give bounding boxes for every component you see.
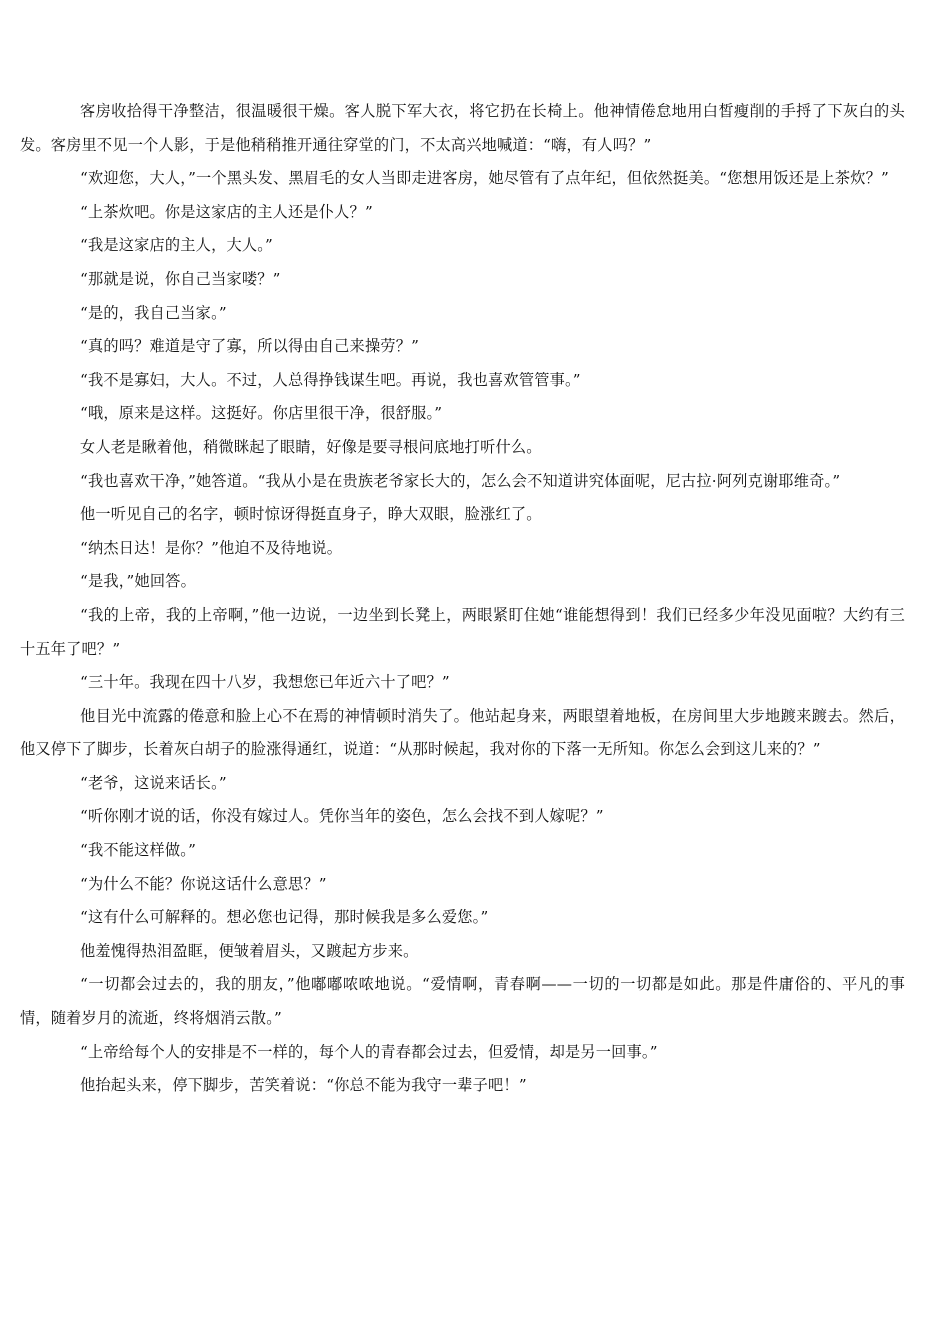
paragraph-text: “上茶炊吧。你是这家店的主人还是仆人？” (80, 202, 373, 221)
paragraph-text: “那就是说，你自己当家喽？” (80, 269, 281, 288)
paragraph-text: 他羞愧得热泪盈眶，便皱着眉头，又踱起方步来。 (80, 941, 419, 960)
paragraph (20, 465, 905, 499)
paragraph (20, 431, 905, 465)
paragraph-text: “我的上帝，我的上帝啊，”他一边说，一边坐到长凳上，两眼紧盯住她“谁能想得到！我们已经多少年没见面啦？大约有三十五年了吧？” (20, 605, 905, 658)
paragraph-text: “我也喜欢干净，”她答道。“我从小是在贵族老爷家长大的，怎么会不知道讲究体面呢，尼古拉·阿列克谢耶维奇。” (80, 471, 841, 490)
paragraph (20, 868, 905, 902)
paragraph-text: “为什么不能？你说这话什么意思？” (80, 874, 327, 893)
paragraph (20, 700, 905, 767)
paragraph (20, 565, 905, 599)
paragraph-text: “三十年。我现在四十八岁，我想您已年近六十了吧？” (80, 673, 450, 692)
paragraph (20, 498, 905, 532)
paragraph (20, 229, 905, 263)
paragraph-text: “真的吗？难道是守了寡，所以得由自己来操劳？” (80, 337, 420, 356)
paragraph-text: “上帝给每个人的安排是不一样的，每个人的青春都会过去，但爱情，却是另一回事。” (80, 1042, 658, 1061)
paragraph-text: “是的，我自己当家。” (80, 303, 227, 322)
paragraph-text: “欢迎您，大人，”一个黑头发、黑眉毛的女人当即走进客房，她尽管有了点年纪，但依然挺美。“您想用饭还是上茶炊？” (80, 169, 890, 188)
paragraph-text: 女人老是瞅着他，稍微眯起了眼睛，好像是要寻根问底地打听什么。 (80, 437, 542, 456)
paragraph (20, 834, 905, 868)
paragraph-text: “是我，”她回答。 (80, 572, 197, 591)
paragraph (20, 767, 905, 801)
paragraph (20, 263, 905, 297)
paragraph (20, 800, 905, 834)
paragraph-text: 他抬起头来，停下脚步，苦笑着说：“你总不能为我守一辈子吧！” (80, 1076, 527, 1095)
paragraph (20, 1036, 905, 1070)
paragraph-text: “我是这家店的主人，大人。” (80, 236, 273, 255)
paragraph-text: “老爷，这说来话长。” (80, 773, 227, 792)
paragraph-text: “听你刚才说的话，你没有嫁过人。凭你当年的姿色，怎么会找不到人嫁呢？” (80, 807, 604, 826)
paragraph-text: “哦，原来是这样。这挺好。你店里很干净，很舒服。” (80, 404, 443, 423)
paragraph (20, 95, 905, 162)
paragraph-text: 他一听见自己的名字，顿时惊讶得挺直身子，睁大双眼，脸涨红了。 (80, 505, 542, 524)
paragraph-text: 客房收拾得干净整洁，很温暖很干燥。客人脱下军大衣，将它扔在长椅上。他神情倦怠地用白皙瘦削的手捋了下灰白的头发。客房里不见一个人影，于是他稍稍推开通往穿堂的门，不太高兴地喊道：“嗨，有人吗？” (20, 102, 905, 154)
paragraph-text: 他目光中流露的倦意和脸上心不在焉的神情顿时消失了。他站起身来，两眼望着地板，在房间里大步地踱来踱去。然后，他又停下了脚步，长着灰白胡子的脸涨得通红，说道：“从那时候起，我对你的下落一无所知。你怎么会到这儿来的？” (20, 706, 905, 759)
paragraph-text: “一切都会过去的，我的朋友，”他嘟嘟哝哝地说。“爱情啊，青春啊——一切的一切都是如此。那是件庸俗的、平凡的事情，随着岁月的流逝，终将烟消云散。” (20, 975, 905, 1028)
paragraph (20, 397, 905, 431)
paragraph (20, 532, 905, 566)
paragraph (20, 297, 905, 331)
paragraph (20, 968, 905, 1035)
paragraph (20, 196, 905, 230)
paragraph (20, 330, 905, 364)
paragraph-text: “这有什么可解释的。想必您也记得，那时候我是多么爱您。” (80, 908, 489, 927)
paragraph (20, 935, 905, 969)
paragraph (20, 599, 905, 666)
paragraph-text: “我不是寡妇，大人。不过，人总得挣钱谋生吧。再说，我也喜欢管管事。” (80, 370, 581, 389)
paragraph (20, 1069, 905, 1103)
paragraph (20, 666, 905, 700)
paragraph (20, 162, 905, 196)
paragraph (20, 364, 905, 398)
paragraph-text: “纳杰日达！是你？”他迫不及待地说。 (80, 538, 343, 557)
document-body (20, 95, 905, 1103)
paragraph-text: “我不能这样做。” (80, 841, 197, 860)
paragraph (20, 901, 905, 935)
